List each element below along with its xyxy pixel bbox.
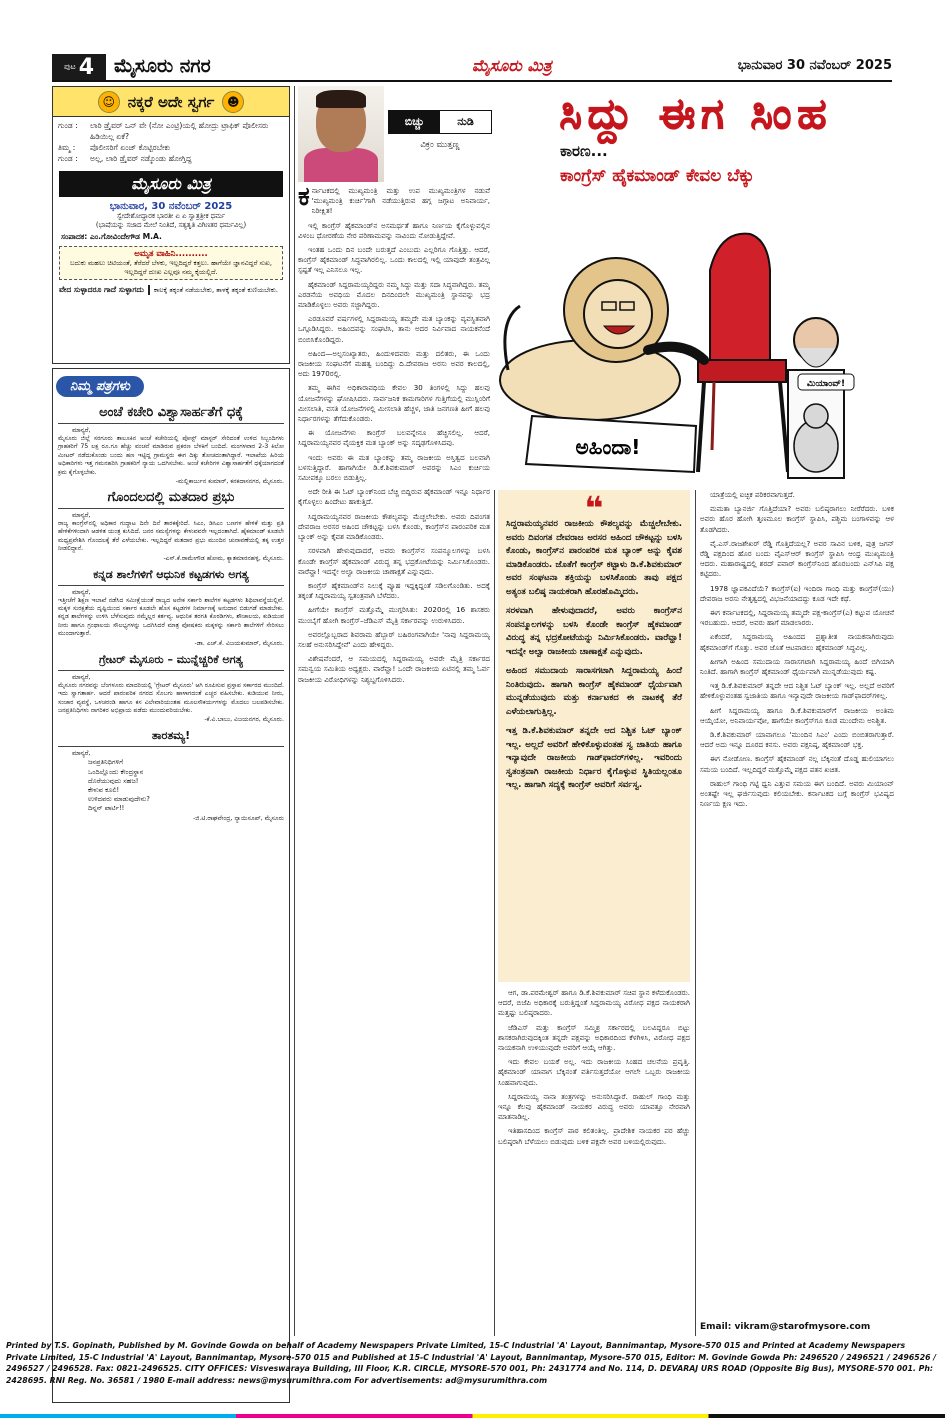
article-paragraph: ಎರಡೂವರೆ ವರ್ಷಗಳಲ್ಲಿ ಸಿದ್ದರಾಮಯ್ಯ ತಮ್ಮದೇ ಮತ ಬ್ಯಾಂಕನ್ನು ವ್ಯವಸ್ಥಿತವಾಗಿ ಒಗ್ಗೂಡಿಸಿದ್ದರು. ಅಹಿಂದವನ್ನು ಸಂಘಟಿಸಿ, ತಾನು ಅದರ ನಿರ್ವಿವಾದ ನಾಯಕನೆಂದೆ ಬಿಂಬಿಸಿಕೊಂಡಿದ್ದರು. — [298, 314, 490, 344]
column-label-b: ನುಡಿ — [440, 111, 491, 133]
nakkare-title-bar — [53, 87, 289, 117]
poem-line: ದಿನ್ನನ್ ಪಾರ್ಟಿ!! — [88, 804, 125, 813]
poem-line: ಒಂದಿಲ್ಲೊಂದು ಕೇಂದ್ರಸ್ಥಾನ — [88, 767, 144, 776]
masthead-box-date: ಭಾನುವಾರ, 30 ನವೆಂಬರ್ 2025 — [109, 201, 233, 212]
columnist-photo — [298, 86, 384, 182]
quote-mark-icon: ❝ — [584, 490, 604, 527]
masthead-motto: ಸ್ವೇದೇಶೋದ್ಧಾರಕ ಭಾರತೀ ಏ ಏ ಸ್ವಾತ್ರತ್ರೀಕ ಧರ್ಮ — [116, 212, 226, 220]
article-paragraph: ಕಾಂಗ್ರೆಸ್ ಹೈಕಮಾಂಡ್‌ನ ನಿಲುಕ್ಕೆ ವ್ಯೂಹ ಇದ್ದಕ್ಕಿದ್ದಂತೆ ಸಡಿಲಗೊಂಡಿತು. ಅದಕ್ಕೆ ತಕ್ಕಂತೆ ಸಿದ್ದರಾಮಯ್ಯ ಸ್ವತಂತ್ರವಾಗಿ ಬೆಳೆದರು. — [298, 580, 490, 601]
article-paragraph: ಈ ಯೋಜನೆಗಳು ಕಾಂಗ್ರೆಸ್ ಬಲವನ್ನೇನೂ ಹೆಚ್ಚಿಸಲಿಲ್ಲ. ಆದರೆ, ಸಿದ್ದರಾಮಯ್ಯನವರ ವೈಯಕ್ತಿಕ ಮತ ಬ್ಯಾಂಕ್ ಅನ್ನು ಸದೃಢಗೊಳಿಸಿದವು. — [298, 428, 490, 448]
page-label: ಪುಟ — [63, 62, 76, 71]
poem-body — [88, 758, 284, 813]
nakkare-box — [52, 86, 290, 364]
subheadline-2: ಕಾಂಗ್ರೆಸ್ ಹೈಕಮಾಂಡ್ ಕೇವಲ ಬೆಕ್ಕು — [560, 166, 755, 186]
page-number-badge — [52, 54, 106, 80]
letter — [58, 567, 284, 648]
joke-speaker: ಗುಂಡ : — [58, 121, 78, 130]
letter-title: ಅಂಚೆ ಕಚೇರಿ ವಿಶ್ವಾಸಾರ್ಹತೆಗೆ ಧಕ್ಕೆ — [99, 405, 243, 420]
section-title: ಮೈಸೂರು ನಗರ — [114, 55, 211, 77]
article-paragraph: ಇದು ಕೇವಲ ಬಯಕೆ ಅಲ್ಲ. ಇದು ರಾಜಕೀಯ ಸಿಂಹದ ಚಲನೆಯ ಪ್ರವೃತ್ತಿ. ಹೈಕಮಾಂಡ್ ಯಾವಾಗ ಬೆಕ್ಕಿನಂತೆ ವರ್ತಿಸುತ್ತದೆಯೋ ಆಗಲೇ ಒಬ್ಬರು ರಾಜಕೀಯ ಸಿಂಹವಾಗುವುದು. — [498, 1057, 690, 1087]
article-paragraph: ಈಗ ಕರ್ನಾಟಕದಲ್ಲಿ, ಸಿದ್ದರಾಮಯ್ಯ ತಮ್ಮದೇ ಪಕ್ಷ-ಕಾಂಗ್ರೆಸ್(ಎ) ಕಟ್ಟುವ ಯೋಚನೆ ಇರಬಹುದು. ಆದರೆ, ಅವರು ಹಾಗೆ ಮಾಡಲಾರರು. — [700, 608, 894, 628]
article-paragraph: ಸರಳವಾಗಿ ಹೇಳುವುದಾದರೆ, ಅವರು ಕಾಂಗ್ರೆಸ್‌ನ ಸಂಪನ್ಮೂಲಗಳನ್ನು ಬಳಸಿ ಕೊಂಡೇ ಕಾಂಗ್ರೆಸ್ ಹೈಕಮಾಂಡ್ ವಿರುದ್ಧ ತನ್ನ ಭದ್ರಕೋಟೆಯನ್ನು ನಿರ್ಮಿಸಿಕೊಂಡರು. ವಾರೆವ್ಹಾ! ಇದನ್ನೇ ಅಲ್ವಾ ರಾಜಕೀಯ ಚಾಣಾಕ್ಷತೆ ಎನ್ನುವುದು. — [298, 546, 490, 576]
quote-paragraph: ಇತ್ತ ಡಿ.ಕೆ.ಶಿವಕುಮಾರ್ ತನ್ನದೇ ಆದ ನಿಶ್ಚಿತ ಓಟ್ ಬ್ಯಾಂಕ್ ಇಲ್ಲ. ಅಲ್ಲದೆ ಅವರಿಗೆ ಹೇಳಿಕೊಳ್ಳುವಂತಹ ಸ್ವ ಜಾತಿಯ ಹಾಗೂ ಇನ್ಯಾವುದೇ ರಾಜಕೀಯ ಗಾಡ್‌ಫಾದರ್‌ಗಳಿಲ್ಲ. ಇವರಿಂದು ಸ್ವತಂತ್ರವಾಗಿ ರಾಜಕೀಯ ನಿರ್ಧಾರ ಕೈಗೊಳ್ಳುವ ಸ್ಥಿತಿಯಲ್ಲಂತೂ ಇಲ್ಲ. ಹಾಗಾಗಿ ಸದ್ಯಕ್ಕೆ ಕಾಂಗ್ರೆಸ್ ಅವರಿಗೆ ಸರ್ವಸ್ವ. — [506, 726, 682, 790]
letter-body: ರಾಜ್ಯ ಕಾಂಗ್ರೆಸ್‌ನಲ್ಲಿ ಅಧಿಕಾರ ಗುದ್ದಾಟ ದಿನೇ ದಿನೆ ತಾರಕಕ್ಕೇರಿದೆ. ಸಿಎಂ, ಡಿಸಿಎಂ ಬಣಗಳ ಹೇಳಿಕೆ ಮತ್ತು ಪ್ರತಿ ಹೇಳಿಕೆಗಳಿಂದಾಗಿ ಆಡಳಿತ ಯಂತ್ರ ಕುಸಿದಿದೆ. ಜನರ ಸಮಸ್ಯೆಗಳನ್ನು ಕೇಳುವವರೇ ಇಲ್ಲದಂತಾಗಿದೆ. ಹೈಕಮಾಂಡ್ ಕೂಡಲೇ ಮಧ್ಯಪ್ರವೇಶಿಸಿ ಗೊಂದಲಕ್ಕೆ ತೆರೆ ಎಳೆಯಬೇಕು. ಇಲ್ಲದಿದ್ದರೆ ಮತದಾರ ಪ್ರಭು ಮುಂದಿನ ಚುನಾವಣೆಯಲ್ಲಿ ತಕ್ಕ ಉತ್ತರ ನೀಡಲಿದ್ದಾನೆ. — [58, 520, 284, 553]
letter — [58, 490, 284, 563]
letter-title: ಕನ್ನಡ ಶಾಲೆಗಳಿಗೆ ಆಧುನಿಕ ಕಟ್ಟಡಗಳು ಅಗತ್ಯ — [93, 567, 249, 581]
article-paragraph: ಇತ್ತ ಡಿ.ಕೆ.ಶಿವಕುಮಾರ್ ತನ್ನದೇ ಆದ ನಿಶ್ಚಿತ ಓಟ್ ಬ್ಯಾಂಕ್ ಇಲ್ಲ. ಅಲ್ಲದೆ ಅವರಿಗೆ ಹೇಳಿಕೊಳ್ಳುವಂತಹ ಸ್ವಜಾತಿಯ ಹಾಗೂ ಇನ್ಯಾವುದೇ ರಾಜಕೀಯ ಗಾಡ್‌ಫಾದರ್‌ಗಳಿಲ್ಲ. — [700, 681, 894, 701]
article-paragraph: ಮಮತಾ ಬ್ಯಾನರ್ಜಿ ಗೊತ್ತಿದೆಯಾ? ಅವರು ಬಲಿಷ್ಠರಾಗಲು ನೀರೆರೆದರು. ಬಳಿಕ ಅವರು ಹೊರ ಹೋಗಿ ತೃಣಮೂಲ ಕಾಂಗ್ರೆಸ್ ಸ್ಥಾಪಿಸಿ, ಪಶ್ಚಿಮ ಬಂಗಾಳವನ್ನು ಆಳ ತೊಡಗಿದರು. — [700, 504, 894, 534]
masthead-logo: ಮೈಸೂರು ಮಿತ್ರ — [472, 56, 552, 75]
quote-paragraph: ಸಿದ್ದರಾಮಯ್ಯನವರ ರಾಜಕೀಯ ಕೌಶಲ್ಯವನ್ನು ಮೆಚ್ಚಲೇಬೇಕು. ಅವರು ದಿವಂಗತ ದೇವರಾಜ ಅರಸರ ಅಹಿಂದ ಚೌಕಟ್ಟನ್ನು ಬಳಸಿ ಕೊಂಡು, ಕಾಂಗ್ರೆಸ್‌ನ ಪಾರಂಪರಿಕ ಮತ ಬ್ಯಾಂಕ್ ಅನ್ನು ಕೈವಶ ಮಾಡಿಕೊಂಡರು. ಜೊತೆಗೆ ಕಾಂಗ್ರೆಸ್ ಕಟ್ಟಾಳು ಡಿ.ಕೆ.ಶಿವಕುಮಾರ್ ಅವರ ಸಂಘಟನಾ ಶಕ್ತಿಯನ್ನು ಬಳಸಿಕೊಂಡು ತಾವು ಪಕ್ಷದ ಅತ್ಯಂತ ಬಲಿಷ್ಠ ನಾಯಕರಾಗಿ ಹೊರಹೊಮ್ಮಿದರು. — [506, 519, 682, 597]
issue-date: ಭಾನುವಾರ 30 ನವೆಂಬರ್ 2025 — [737, 58, 892, 73]
article-paragraph: ಹೀಗಾಗಿ ಅಹಿಂದ ಸಮುದಾಯ ಸಾರಾಸಗಟಾಗಿ ಸಿದ್ದರಾಮಯ್ಯ ಹಿಂದೆ ಬಿಗಿಯಾಗಿ ನಿಂತಿದೆ. ಹಾಗಾಗಿ ಕಾಂಗ್ರೆಸ್ ಹೈಕಮಾಂಡ್ ಧೈರ್ಯವಾಗಿ ಮುನ್ನಡೆಯುವುದು ಕಷ್ಟ. — [700, 656, 894, 677]
columnist-name: ವಿಕ್ರಂ ಮುತ್ತಣ್ಣ — [420, 140, 460, 150]
article-paragraph: 1978 ಜ್ಞಾಪಕವಿದೆಯೆ? ಕಾಂಗ್ರೆಸ್(ಐ) ಇಂದಿರಾ ಗಾಂಧಿ ಮತ್ತು ಕಾಂಗ್ರೆಸ್(ಯು) ದೇವರಾಜ ಅರಸು ನೇತೃತ್ವದಲ್ಲಿ ವಿಭಜನೆಯಾದದ್ದು ಕೂಡ ಇದೇ ಕಥೆ. — [700, 583, 894, 603]
article-paragraph: ಡಿ.ಕೆ.ಶಿವಕುಮಾರ್ ಯಾವಾಗಲೂ 'ಮುಂದಿನ ಸಿಎಂ' ಎಂದು ಬಿಂಬಿತರಾಗುತ್ತಾರೆ. ಆದರೆ ಅದು ಇನ್ನೂ ದೂರದ ಕನಸು. ಅವರು ಪಕ್ಷನಿಷ್ಠ, ಹೈಕಮಾಂಡ್ ಭಕ್ತ. — [700, 730, 894, 750]
divider — [58, 508, 284, 509]
article-paragraph: ತಮ್ಮ ಈಗಿನ ಅಧಿಕಾರಾವಧಿಯ ಕೇವಲ 30 ತಿಂಗಳಲ್ಲಿ ಸಿದ್ದು ಹಲವು ಯೋಜನೆಗಳನ್ನು ಘೋಷಿಸಿದರು. ಸಾರ್ವಜನಿಕ ಕಾಮಗಾರಿಗಳ ಗುತ್ತಿಗೆಯಲ್ಲಿ ಮುಸ್ಲಿಂರಿಗೆ ಮೀಸಲಾತಿ, ವಸತಿ ಯೋಜನೆಗಳಲ್ಲಿ ಮೀಸಲಾತಿ ಹೆಚ್ಚಳ, ಜಾತಿ ಜನಗಣತಿ ಹೀಗೆ ಹಲವು ನಿರ್ಧಾರಗಳನ್ನು ತೆಗೆದುಕೊಂಡರು. — [298, 383, 490, 424]
nakkare-title: ನಕ್ಕರೆ ಅದೇ ಸ್ವರ್ಗ — [127, 92, 215, 111]
article-paragraph: ಇತಿಹಾಸದಿಂದ ಕಾಂಗ್ರೆಸ್ ಪಾಠ ಕಲಿತಂತಿಲ್ಲ. ಪ್ರಾದೇಶಿಕ ನಾಯಕರ ಪರ ಹೆಚ್ಚು ಬಲಿಷ್ಠರಾಗಿ ಬೆಳೆಯಲು ಬಿಡುವುದು ಬಳಿಕ ಪಕ್ಷವೇ ಅವರ ಬಳಿಯಲ್ಲಿರುವುದು. — [498, 1126, 690, 1146]
joke-line: ಲಾರಿ ಡ್ರೈವರ್ ಒನ್ ವೇ (ನೋ ಎಂಟ್ರಿ)ಯಲ್ಲಿ ಹೋದ್ರು ಟ್ರಾಫಿಕ್ ಪೊಲೀಸರು ಹಿಡಿಯಿಲ್ಲ ಏಕೆ? — [90, 121, 269, 141]
masthead-box-logo: ಮೈಸೂರು ಮಿತ್ರ — [59, 171, 283, 197]
article-paragraph: ಸಿದ್ದರಾಮಯ್ಯ ನಾನಾ ತಂತ್ರಗಳನ್ನು ಅನುಸರಿಸಿದ್ದಾರೆ. ರಾಹುಲ್ ಗಾಂಧಿ ಮತ್ತು ಇನ್ನೂ ಕೆಲವು ಹೈಕಮಾಂಡ್ ನಾಯಕರ ವಿರುದ್ಧ ಅವರು ಯಾವತ್ತೂ ನೇರವಾಗಿ ಮಾತನಾಡಿಲ್ಲ. — [498, 1091, 690, 1122]
amrutha-text: ಬದುಕು ಮಹಲು ಚಿಟಿಯಂತೆ, ತೆರೆದರೆ ಬೆಳಕು, ಇಲ್ಲದಿದ್ದರೆ ಕತ್ತಲು. ಹಾಗೆಯೇ ಜ್ಞಾನವಿದ್ದರೆ ಸುಖ, ಇಲ್ಲದಿದ್ದರೆ ದುಃಖ ಎಲ್ಲವೂ ನಮ್ಮ ಕೈಯಲ್ಲಿದೆ. — [70, 259, 272, 276]
cartoon-caption: ಅಹಿಂದಾ! — [575, 435, 641, 459]
letter-signature: -ಕೆ.ವಿ.ಬಾಬು, ವಿಜಯನಗರ, ಮೈಸೂರು. — [204, 716, 284, 724]
column-rule — [494, 490, 495, 1336]
article-paragraph: ಅವರಲ್ಲೊಬ್ಬರಾದ ಶಿವರಾಮ ಹೆಬ್ಬಾರ್ ಬಹಿರಂಗವಾಗಿಯೇ 'ನಾವು ಸಿದ್ದರಾಮಯ್ಯ ಸಲಹೆ ಅನುಸರಿಸಿದ್ದೇವೆ' ಎಂದು ಹೇಳಿದ್ದರು. — [298, 629, 490, 649]
letter-body: ಇತ್ತೀಚೆಗೆ ಶಿಕ್ಷಣ ಇಲಾಖೆ ನಡೆಸಿದ ಸಮೀಕ್ಷೆಯಂತೆ ರಾಜ್ಯದ ಅನೇಕ ಸರ್ಕಾರಿ ಶಾಲೆಗಳ ಕಟ್ಟಡಗಳು ಶಿಥಿಲಾವಸ್ಥೆಯಲ್ಲಿವೆ. ಮಕ್ಕಳ ಸುರಕ್ಷತೆಯ ದೃಷ್ಟಿಯಿಂದ ಸರ್ಕಾರ ಕೂಡಲೇ ಹೊಸ ಕಟ್ಟಡಗಳ ನಿರ್ಮಾಣಕ್ಕೆ ಅನುದಾನ ಬಿಡುಗಡೆ ಮಾಡಬೇಕು. ಕನ್ನಡ ಶಾಲೆಗಳನ್ನು ಉಳಿಸಿ ಬೆಳೆಸುವುದು ನಮ್ಮೆಲ್ಲರ ಕರ್ತವ್ಯ. ಆಧುನಿಕ ತರಗತಿ ಕೊಠಡಿಗಳು, ಶೌಚಾಲಯ, ಕುಡಿಯುವ ನೀರು ಹಾಗೂ ಗ್ರಂಥಾಲಯ ಸೌಲಭ್ಯಗಳನ್ನು ಒದಗಿಸಿದರೆ ಮಾತ್ರ ಪೋಷಕರು ಮಕ್ಕಳನ್ನು ಸರ್ಕಾರಿ ಶಾಲೆಗಳಿಗೆ ಸೇರಿಸಲು ಮುಂದಾಗುತ್ತಾರೆ. — [58, 596, 284, 638]
letter-signature: -ಮಲ್ಲಿಕಾರ್ಜುನ ಕುಮಾರ್, ಕನಕದಾಸನಗರ, ಮೈಸೂರು. — [175, 478, 284, 486]
letter-salutation: ಮಾನ್ಯರೆ, — [72, 672, 91, 681]
article-paragraph: ವಿಶೇಷವೆಂದರೆ, ಆ ಸಮಯದಲ್ಲಿ ಸಿದ್ದರಾಮಯ್ಯ ಅವರೇ ಮೈತ್ರಿ ಸರ್ಕಾರದ ಸಮನ್ವಯ ಸಮಿತಿಯ ಅಧ್ಯಕ್ಷರು. ವಾರೆವ್ಹಾ! ಒಂದೇ ರಾಜಕೀಯ ಏಟಿನಲ್ಲಿ ತಮ್ಮ ಓರ್ವ ರಾಜಕೀಯ ವಿರೋಧಿಗಳನ್ನು ನಿಶ್ಯಬ್ದಗೊಳಿಸಿದರು. — [298, 654, 490, 684]
article-paragraph: ಆಗ, ಡಾ.ಪರಮೇಶ್ವರ್ ಹಾಗೂ ಡಿ.ಕೆ.ಶಿವಕುಮಾರ್ ಸಚಿವ ಸ್ಥಾನ ಕಳೆದುಕೊಂಡರು. ಆದರೆ, ಬಿಜೆಪಿ ಅಧಿಕಾರಕ್ಕೆ ಬರುತ್ತಿದ್ದಂತೆ ಸಿದ್ದರಾಮಯ್ಯ ವಿರೋಧ ಪಕ್ಷದ ನಾಯಕರಾಗಿ ಮತ್ತಷ್ಟು ಬಲಿಷ್ಠರಾದರು. — [498, 988, 690, 1018]
letter-salutation: ಮಾನ್ಯರೆ, — [72, 426, 91, 434]
article-paragraph: ರಾಹುಲ್ ಗಾಂಧಿ ಗಟ್ಟಿ ಧ್ವನಿ ಎತ್ತುವ ಸಮಯ ಈಗ ಬಂದಿದೆ. ಅವರು ಮಿಯಾಂವ್ ಅಂತಷ್ಟೇ ಇಲ್ಲ ಘರ್ಜಿಸುವುದು ಕಲಿಯಬೇಕು. ಕರ್ನಾಟಕದ ಬಗ್ಗೆ ಕಾಂಗ್ರೆಸ್ ಭವಿಷ್ಯದ ನಿರ್ಣಯ ಕ್ಷಣ ಇದು. — [700, 778, 894, 809]
article-column-1 — [298, 186, 490, 1336]
article-paragraph: ಯಾತ್ರೆಯಲ್ಲಿ ಐಚ್ಛಿಕ ಪರಿಕರವಾಗುತ್ತದೆ. — [710, 490, 795, 499]
poem-line: ಉಳಿದವರು ಮಾಡುವುದೇನು? — [88, 795, 150, 804]
letter-title: ಗ್ರೇಟರ್ ಮೈಸೂರು – ಮುನ್ನೆಚ್ಚರಿಕೆ ಅಗತ್ಯ — [99, 652, 243, 666]
letter-body: ಮೈಸೂರು ನಗರವನ್ನು ಬೆಂಗಳೂರು ಮಾದರಿಯಲ್ಲಿ 'ಗ್ರೇಟರ್ ಮೈಸೂರು' ಆಗಿ ರೂಪಿಸುವ ಪ್ರಸ್ತಾಪ ಸರ್ಕಾರದ ಮುಂದಿದೆ. ಇದು ಸ್ವಾಗತಾರ್ಹ. ಆದರೆ ಪಾರಂಪರಿಕ ನಗರದ ಸೊಬಗು ಹಾಳಾಗದಂತೆ ಎಚ್ಚರ ವಹಿಸಬೇಕು. ಕುಡಿಯುವ ನೀರು, ಸಂಚಾರ ವ್ಯವಸ್ಥೆ, ಒಳಚರಂಡಿ ಹಾಗೂ ಕಸ ವಿಲೇವಾರಿಯಂತಹ ಮೂಲಸೌಕರ್ಯಗಳನ್ನು ಮೊದಲು ಬಲಪಡಿಸಬೇಕು. ಜನಪ್ರತಿನಿಧಿಗಳು ನಾಗರಿಕರ ಅಭಿಪ್ರಾಯ ಪಡೆದು ಮುಂದುವರಿಯಬೇಕು. — [58, 681, 284, 714]
poem-signature: -ಜಿ.ಟಿ.ರಾಘವೇಂದ್ರ, ನ್ಯಾಯಿಸೂಪ್, ಮೈಸೂರು — [193, 814, 284, 822]
article-paragraph: ವೈ.ಎಸ್.ರಾಜಶೇಖರ್ ರೆಡ್ಡಿ ಗೊತ್ತಿದೆಯಲ್ಲ? ಅವರ ಸಾವಿನ ಬಳಿಕ, ಪುತ್ರ ಜಗನ್ ರೆಡ್ಡಿ ಪಕ್ಷದಿಂದ ಹೊರ ಬಂದು ವೈಎಸ್ಆರ್ ಕಾಂಗ್ರೆಸ್ ಸ್ಥಾಪಿಸಿ ಆಂಧ್ರ ಮುಖ್ಯಮಂತ್ರಿ ಆದರು. ಮಹಾರಾಷ್ಟ್ರದಲ್ಲಿ ಶರದ್ ಪವಾರ್ ಕಾಂಗ್ರೆಸ್‌ನಿಂದ ಹೊರಬಂದು ಎನ್‌ಸಿಪಿ ಪಕ್ಷ ಕಟ್ಟಿದರು. — [700, 538, 894, 579]
cartoon-bubble-text: ಮಿಯಾಂವ್! — [806, 379, 846, 389]
article-paragraph: ಹೈಕಮಾಂಡ್ ಸಿದ್ದರಾಮಯ್ಯರಿದ್ದರು ನಮ್ಮ ಸಿದ್ದು ಮತ್ತು ಸದಾ ಸಿದ್ಧವಾಗಿದ್ದರು. ತಮ್ಮ ಎರಡನೆಯ ಅವಧಿಯ ಮೊದಲ ದಿನದಿಂದಲೇ ಮುಖ್ಯಮಂತ್ರಿ ಸ್ಥಾನವನ್ನು ಭದ್ರ ಮಾಡಿಕೊಳ್ಳಲು ಅವರು ಸಜ್ಜಾಗಿದ್ದರು. — [298, 279, 490, 310]
masthead-motto-2: (ಭಾಷೆಯನ್ನು ಸಜಾದ ಮೇಲೆ ನಿಂತಿದೆ, ಸತ್ಯತೃತಿ ವಿಗಿಣತರ ಧರ್ಮವಿಲ್ಲ) — [95, 221, 247, 229]
color-registration-bar — [0, 1414, 945, 1418]
amrutha-vahini — [59, 246, 283, 280]
letter — [58, 405, 284, 486]
quote-paragraph: ಅಹಿಂದ ಸಮುದಾಯ ಸಾರಾಸಗಟಾಗಿ ಸಿದ್ದರಾಮಯ್ಯ ಹಿಂದೆ ನಿಂತಿರುವುದು. ಹಾಗಾಗಿ ಕಾಂಗ್ರೆಸ್ ಹೈಕಮಾಂಡ್ ಧೈರ್ಯವಾಗಿ ಮುನ್ನಡೆಯುವುದು ಮತ್ತು ಕರ್ನಾಟಕದ ಈ ನಾಟಕಕ್ಕೆ ತೆರೆ ಎಳೆಯಲಾಗುತ್ತಿಲ್ಲ. — [506, 666, 682, 717]
poem-letter — [58, 728, 284, 822]
divider — [58, 670, 284, 671]
page-header — [52, 52, 892, 82]
column-label — [388, 110, 492, 134]
joke-line: ಪೊಲೀಸರಿಗೆ ಏಂಜ್ ಕೊಟ್ಟಿರಬೇಕು — [90, 143, 171, 152]
column-label-a: ಬಿಚ್ಚು — [389, 111, 440, 133]
cartoon-illustration — [498, 210, 894, 482]
cartoon-figure-icon: ☻ — [222, 91, 244, 113]
article-paragraph: ಇಂದು ಅವರು ಈ ಮತ ಬ್ಯಾಂಕನ್ನು ತಮ್ಮ ರಾಜಕೀಯ ಅಸ್ತಿತ್ವದ ಬಲವಾಗಿ ಬಳಸುತ್ತಿದ್ದಾರೆ. ಹಾಗಾಗಿಯೇ ಡಿ.ಕೆ.ಶಿವಕುಮಾರ್ ಅವರನ್ನು ಸಿಎಂ ಕುರ್ಚಿಯ ಸಮೀಪಕ್ಕೂ ಬರಲು ಬಿಡುತ್ತಿಲ್ಲ. — [298, 452, 490, 483]
letter-title: ಗೊಂದಲದಲ್ಲಿ ಮತದಾರ ಪ್ರಭು — [107, 490, 235, 506]
article-column-3 — [700, 490, 894, 1380]
article-paragraph: ಅಹಿಂದ—ಅಲ್ಪಸಂಖ್ಯಾತರು, ಹಿಂದುಳಿದವರು ಮತ್ತು ದಲಿತರು, ಈ ಒಂದು ರಾಜಕೀಯ ಸಂಘಟನೆಗೆ ಮಹತ್ವ ಬಂದಿದ್ದು ದಿ.ದೇವರಾಜ ಅರಸು ಅವರ ಕಾಲದಲ್ಲಿ, ಅದು 1970ರಲ್ಲಿ. — [298, 348, 490, 379]
letters-heading — [56, 371, 286, 401]
print-imprint: Printed by T.S. Gopinath, Published by M. Govinde Gowda on behalf of Academy Newspapers Private Limited, 15-C Industrial 'A' Layout, Bannimantap, Mysore-570 015 and Printed at Academy Newspapers Private Limited, 15-C Industrial 'A' Layout, Bannimantap, Mysore-570 015 and Published at 15-C Industrial 'A' Layout, Bannimantap, Mysore-570 015, Editor: M. Govinde Gowda Ph: 2496520 / 2496521 / 2496526 / 2496527 / 2496528. Fax: 0821-2496525. CITY OFFICES: Visveswaraya Building, III Floor, K.R. CIRCLE, MYSORE-570 001, Ph: 2431774 and No. 114, D. DEVARAJ URS ROAD (Opposite Big Bus), MYSORE-570 001. Ph: 2428695. RNI Reg. No. 36581 / 1980 E-mail address: news@mysurumithra.com For advertisements: ad@mysurumithra.com — [6, 1341, 937, 1385]
poem-title: ತಾರತಮ್ಯ! — [151, 729, 191, 743]
article-paragraph: ಅದೇ ರೀತಿ ಈ ಓಟ್ ಬ್ಯಾಂಕ್‌ನಿಂದ ಬೆಚ್ಚಿ ಬಿದ್ದಿರುವ ಹೈಕಮಾಂಡ್ ಇನ್ನೂ ನಿರ್ಧಾರ ಕೈಗೊಳ್ಳಲು ಹಿಂದೇಟು ಹಾಕುತ್ತಿದೆ. — [298, 487, 490, 507]
letter — [58, 652, 284, 725]
poem-salutation: ಮಾನ್ಯರೆ, — [72, 749, 91, 758]
author-email: Email: vikram@starofmysore.com — [700, 1322, 871, 1332]
pull-quote — [498, 490, 690, 982]
editor-line: ಸಂಪಾದಕ: ಎಂ.ಗೋವಿಂದೇಗೌಡ M.A. — [61, 232, 162, 241]
article-paragraph: ಸಿದ್ದರಾಮಯ್ಯನವರ ರಾಜಕೀಯ ಕೌಶಲ್ಯವನ್ನು ಮೆಚ್ಚಲೇಬೇಕು. ಅವರು ದಿವಂಗತ ದೇವರಾಜ ಅರಸರ ಅಹಿಂದ ಚೌಕಟ್ಟನ್ನು ಬಳಸಿ ಕೊಂಡು, ಕಾಂಗ್ರೆಸ್‌ನ ಪಾರಂಪರಿಕ ಮತ ಬ್ಯಾಂಕ್ ಅನ್ನು ಕೈವಶ ಮಾಡಿಕೊಂಡರು. — [298, 511, 490, 542]
column-rule — [695, 490, 696, 1336]
article-paragraph: ಇಂತಹ ಒಂದು ದಿನ ಬಂದೇ ಬರುತ್ತದೆ ಎಂಬುದು ಎಲ್ಲರಿಗೂ ಗೊತ್ತಿತ್ತು. ಆದರೆ, ಕಾಂಗ್ರೆಸ್ ಹೈಕಮಾಂಡ್ ಸಿದ್ಧವಾಗಿರಲಿಲ್ಲ. ಒಂದು ಕಾಲದಲ್ಲಿ ಇಲ್ಲಿ ಯಾವುದೇ ತಂತ್ರವಿಲ್ಲ ಸ್ಪಷ್ಟತೆ ಇಲ್ಲ ಎನಿಸಲೂ ಇಲ್ಲ. — [298, 245, 490, 275]
letter-signature: -ಎಸ್.ಕೆ.ರಾಮೇಗೌಡ ಹೋಮ, ಕ್ಯಾತಮಾರನಹಳ್ಳಿ, ಮೈಸೂರು. — [163, 554, 284, 562]
divider — [58, 585, 284, 586]
headline: ಸಿದ್ದು ಈಗ ಸಿಂಹ — [559, 89, 833, 138]
letter-salutation: ಮಾನ್ಯರೆ, — [72, 511, 91, 520]
article-paragraph: ಹೀಗೆಯೇ ಕಾಂಗ್ರೆಸ್ ಮತ್ತೊಮ್ಮೆ ಮುಗ್ಗರಿಸಿತು: 2020ರಲ್ಲಿ 16 ಶಾಸಕರು ಮುಂಬೈಗೆ ಹೋಗಿ ಕಾಂಗ್ರೆಸ್–ಜೆಡಿಎಸ್ ಮೈತ್ರಿ ಸರ್ಕಾರವನ್ನು ಉರುಳಿಸಿದರು. — [298, 605, 490, 625]
page-number: 4 — [78, 54, 95, 80]
article-paragraph: ಏಕೆಂದರೆ, ಸಿದ್ದರಾಮಯ್ಯ ಅಹಿಂದದ ಪ್ರಶ್ನಾತೀತ ನಾಯಕನಾಗಿರುವುದು ಹೈಕಮಾಂಡ್‌ಗೆ ಗೊತ್ತು. ಅವರ ಜೊತೆ ಆಟವಾಡಲು ಹೈಕಮಾಂಡ್ ಸಿದ್ಧವಿಲ್ಲ. — [700, 632, 894, 652]
letters-heading-label: ನಿಮ್ಮ ಪತ್ರಗಳು — [56, 376, 144, 397]
subheadline-1: ಕಾರಣ... — [560, 142, 608, 160]
joke-speaker: ತಿಮ್ಮ : — [58, 143, 76, 152]
article-paragraph: ಹೀಗೆ ಸಿದ್ದರಾಮಯ್ಯ ಹಾಗೂ ಡಿ.ಕೆ.ಶಿವಕುಮಾರ್‌ಗೆ ರಾಜಕೀಯ ಅಂತಿಮ ಆಯ್ಕೆಯೋ, ಅನಿವಾರ್ಯವೋ, ಹಾಗೆಯೇ ಕಾಂಗ್ರೆಸ್‌ಗೂ ಕೂಡ ಮುಂದೇನು ಅನಿಶ್ಚಿತ. — [700, 705, 894, 725]
joke-speaker: ಗುಂಡ : — [58, 154, 78, 163]
joke-line: ಅಲ್ಲ, ಲಾರಿ ಡ್ರೈವರ್ ನಡ್ಕೊಂಡು ಹೋಗ್ತಿದ್ದ — [90, 154, 192, 163]
poem-line: ಜನಪ್ರತಿನಿಧಿಗಳಿಗೆ — [88, 758, 124, 767]
letter-salutation: ಮಾನ್ಯರೆ, — [72, 587, 91, 596]
quote-paragraph: ಸರಳವಾಗಿ ಹೇಳುವುದಾದರೆ, ಅವರು ಕಾಂಗ್ರೆಸ್‌ನ ಸಂಪನ್ಮೂಲಗಳನ್ನು ಬಳಸಿ ಕೊಂಡೇ ಕಾಂಗ್ರೆಸ್ ಹೈಕಮಾಂಡ್ ವಿರುದ್ಧ ತನ್ನ ಭದ್ರಕೋಟೆಯನ್ನು ನಿರ್ಮಿಸಿಕೊಂಡರು. ವಾರೆವ್ಹಾ! ಇದನ್ನೇ ಅಲ್ವಾ ರಾಜಕೀಯ ಚಾಣಾಕ್ಷತೆ ಎನ್ನುವುದು. — [506, 606, 682, 657]
cartoon-sign — [526, 416, 696, 472]
drop-cap: ಕ — [298, 186, 310, 212]
article-paragraph: ಜೆಡಿಎಸ್ ಮತ್ತು ಕಾಂಗ್ರೆಸ್ ಸಮ್ಮಿಶ್ರ ಸರ್ಕಾರದಲ್ಲಿ ಬಲವಿದ್ದರೂ ಬಿಟ್ಟು ಶಾಸಕರಾಗಿರುವುದಕ್ಕಿಂತ ತನ್ನದೇ ಪಕ್ಷವನ್ನು ಅಧಿಕಾರದಿಂದ ಕೆಳಗಿಳಿಸಿ, ವಿರೋಧ ಪಕ್ಷದ ನಾಯಕನಾಗಿ ಉಳಿಯುವುದೇ ಅವರಿಗೆ ಆಯ್ಕೆ ಆಗಿತ್ತು. — [498, 1022, 690, 1053]
proverb-title: ವೇದ ಸುಳ್ಳಾದರೂ ಗಾದೆ ಸುಳ್ಳಾಗದು — [59, 285, 150, 295]
poem-line: ಕೇಳುವ ಕೂಲಿ! — [88, 785, 120, 794]
article-paragraph: ಈಗ ನೋಡೋಣ. ಕಾಂಗ್ರೆಸ್ ಹೈಕಮಾಂಡ್ ನಲ್ಲ ಬೆಕ್ಕಿನಂತೆ ದೊಡ್ಡ ಹುಲಿಯಾಗಲು ಸಮಯ ಬಂದಿದೆ. ಇಲ್ಲದಿದ್ದರೆ ಮತ್ತೊಮ್ಮೆ ಪಕ್ಷದ ಪತನ ಖಚಿತ. — [700, 754, 894, 774]
letter-body: ಮೈಸೂರು ಜಿಲ್ಲೆ ಸರಗೂರು ತಾಲೂಕಿನ ಅಂಚೆ ಕಚೇರಿಯಲ್ಲಿ ಪೋಸ್ಟ್ ಮಾಸ್ಟರ್ ಸೇರಿದಂತೆ ಉಳಿದ ಸಿಬ್ಬಂದಿಗಳು ಗ್ರಾಹಕರಿಗೆ 75 ಲಕ್ಷ ರೂ.ಗೂ ಹೆಚ್ಚು ವಂಚನೆ ಮಾಡಿರುವ ಪ್ರಕರಣ ಬೆಳಕಿಗೆ ಬಂದಿದೆ. ಮಂಗಳವಾರ 2-3 ಕಿಲೋ ಮೀಟರ್ ನಡೆದುಕೊಂಡು ಬಂದು ಹಣ ಇಟ್ಟಿದ್ದ ಗ್ರಾಮಸ್ಥರು ಈಗ ದಿಕ್ಕು ತೋಚದಂತಾಗಿದ್ದಾರೆ. ಇಲಾಖೆಯ ಹಿರಿಯ ಅಧಿಕಾರಿಗಳು ಇತ್ತ ಗಮನಹರಿಸಿ ಗ್ರಾಹಕರಿಗೆ ನ್ಯಾಯ ಒದಗಿಸಬೇಕು. ಅಂಚೆ ಕಚೇರಿಗಳ ವಿಶ್ವಾಸಾರ್ಹತೆಗೆ ಧಕ್ಕೆಯಾಗದಂತೆ ಕ್ರಮ ಕೈಗೊಳ್ಳಬೇಕು. — [58, 435, 284, 476]
poem-line: ದೊರೆಯುವುದು ಸಹಜ! — [88, 776, 139, 785]
letter-signature: -ಡಾ. ಎಚ್.ಕೆ. ವಿಜಯಕುಮಾರ್, ಮೈಸೂರು. — [194, 639, 284, 647]
proverb-text: ಕಾಲಕ್ಕೆ ತಕ್ಕಂತೆ ನಡೆಯಬೇಕು, ತಾಳಕ್ಕೆ ತಕ್ಕಂತೆ ಕುಣಿಯಬೇಕು. — [153, 285, 278, 294]
article-paragraph: ರ್ನಾಟಕದಲ್ಲಿ ಮುಖ್ಯಮಂತ್ರಿ ಮತ್ತು ಉಪ ಮುಖ್ಯಮಂತ್ರಿಗಳ ನಡುವೆ 'ಮುಖ್ಯಮಂತ್ರಿ ಕುರ್ಚಿ'ಗಾಗಿ ನಡೆಯುತ್ತಿರುವ ಹಗ್ಗ ಜಗ್ಗಾಟ ಅನಿವಾರ್ಯ, ನಿರೀಕ್ಷಿತ! — [311, 186, 490, 216]
article-paragraph: ಇಲ್ಲಿ ಕಾಂಗ್ರೆಸ್ ಹೈಕಮಾಂಡ್‌ನ ಅಸಮರ್ಥತೆ ಹಾಗೂ ನಿರ್ಣಯ ಕೈಗೊಳ್ಳುವಲ್ಲಿನ ವಿಳಂಬ ಧೋರಣೆಯ ನೇರ ಪರಿಣಾಮವನ್ನು ನಾವಿಂದು ನೋಡುತ್ತಿದ್ದೇವೆ. — [298, 220, 490, 240]
laughing-face-icon: ☺ — [98, 91, 120, 113]
speech-bubble — [798, 374, 854, 390]
divider — [58, 423, 284, 424]
article-column-2 — [498, 988, 690, 1338]
proverb — [59, 285, 283, 295]
letters-column — [52, 368, 290, 1403]
joke — [53, 117, 289, 167]
column-rule — [294, 86, 295, 1336]
divider — [58, 746, 284, 747]
amrutha-title: ಅಮೃತ ವಾಹಿನಿ.......... — [134, 249, 208, 259]
